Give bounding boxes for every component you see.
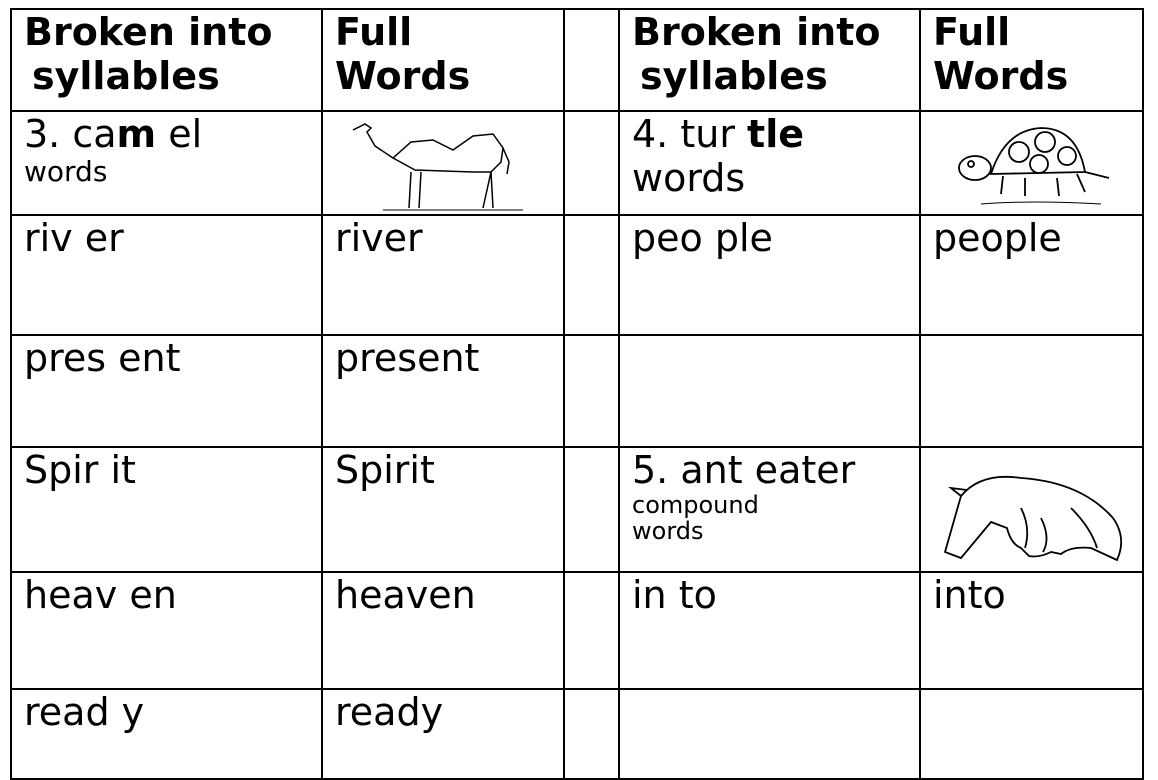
section3-prefix: 3. ca [24,112,117,156]
section5-label [619,447,920,572]
section3-suffix: el [156,112,203,156]
syllable-table [10,8,1144,780]
gap-cell [564,215,619,335]
section5-title: 5. ant eater [632,448,856,492]
section5-sub2: words [632,517,704,545]
header-broken-left [11,9,322,111]
section4-bold: tle [747,112,804,156]
section4-label [619,111,920,215]
turtle-icon [921,112,1141,212]
gap-cell [564,111,619,215]
header-text: Words [335,54,471,98]
header-row [11,9,1143,111]
full-cell: ready [322,689,564,779]
broken-cell: peo ple [619,215,920,335]
section4-prefix: 4. tur [632,112,748,156]
section3-bold: m [116,112,157,156]
table-row [11,335,1143,447]
header-full-left [322,9,564,111]
broken-cell: Spir it [11,447,322,572]
anteater-cell [920,447,1143,572]
section4-sub: words [632,156,746,200]
header-text: Broken into [632,10,881,54]
broken-cell: in to [619,572,920,689]
full-cell: river [322,215,564,335]
header-text: Broken into [24,10,273,54]
section3-sub: words [24,155,108,188]
broken-cell: riv er [11,215,322,335]
full-cell [920,335,1143,447]
header-text: syllables [640,54,828,98]
full-cell: people [920,215,1143,335]
gap-cell [564,335,619,447]
broken-cell: read y [11,689,322,779]
header-text: Full Words [933,10,1069,98]
full-cell: heaven [322,572,564,689]
full-cell: into [920,572,1143,689]
table-row [11,689,1143,779]
section3-label [11,111,322,215]
gap-cell [564,572,619,689]
broken-cell: heav en [11,572,322,689]
header-text: Full [335,10,413,54]
full-cell: Spirit [322,447,564,572]
table-row [11,572,1143,689]
table-row [11,447,1143,572]
camel-icon [323,112,563,212]
section-row-3-4 [11,111,1143,215]
camel-cell [322,111,564,215]
section5-sub1: compound [632,491,759,519]
gap-cell [564,9,619,111]
broken-cell: pres ent [11,335,322,447]
header-full-right [920,9,1143,111]
broken-cell [619,689,920,779]
full-cell: present [322,335,564,447]
header-text: syllables [32,54,220,98]
gap-cell [564,689,619,779]
full-cell [920,689,1143,779]
gap-cell [564,447,619,572]
broken-cell [619,335,920,447]
turtle-cell [920,111,1143,215]
table-row [11,215,1143,335]
header-broken-right [619,9,920,111]
anteater-icon [921,448,1141,568]
